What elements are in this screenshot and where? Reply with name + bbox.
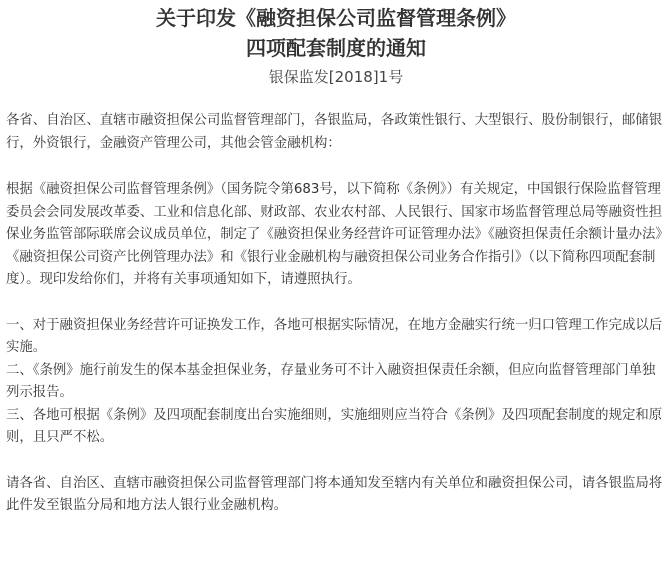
document-number: 银保监发[2018]1号: [268, 68, 404, 86]
addressee-paragraph: 各省、自治区、直辖市融资担保公司监督管理部门，各银监局，各政策性银行、大型银行、股份制银行，邮储银行，外资银行，金融资产管理公司，其他会管金融机构：: [6, 113, 663, 151]
list-item: 二、《条例》施行前发生的保本基金担保业务，存量业务可不计入融资担保责任余额，但应向监督管理部门单独列示报告。: [6, 362, 656, 400]
title-line-1: 关于印发《融资担保公司监督管理条例》: [156, 6, 516, 30]
title-line-2: 四项配套制度的通知: [246, 36, 426, 60]
document-body: [0, 110, 672, 518]
intro-paragraph: 根据《融资担保公司监督管理条例》（国务院令第683号，以下简称《条例》）有关规定，中国银行保险监督管理委员会会同发展改革委、工业和信息化部、财政部、农业农村部、人民银行、国家市场监督管理总局等融资性担保业务监管部际联席会议成员单位，制定了《融资担保业务经营许可证管理办法》《融资担保责任余额计量办法》《融资担保公司资产比例管理办法》和《银行业金融机构与融资担保公司业务合作指引》（以下简称四项配套制度）。现印发给你们，并将有关事项通知如下，请遵照执行。: [6, 182, 663, 287]
items-list: [6, 315, 666, 450]
list-item: 三、各地可根据《条例》及四项配套制度出台实施细则，实施细则应当符合《条例》及四项配套制度的规定和原则，且只严不松。: [6, 407, 663, 445]
list-item: 一、对于融资担保业务经营许可证换发工作，各地可根据实际情况，在地方金融实行统一归口管理工作完成以后实施。: [6, 317, 663, 355]
closing-paragraph: 请各省、自治区、直辖市融资担保公司监督管理部门将本通知发至辖内有关单位和融资担保公司，请各银监局将此件发至银监分局和地方法人银行业金融机构。: [6, 475, 663, 513]
